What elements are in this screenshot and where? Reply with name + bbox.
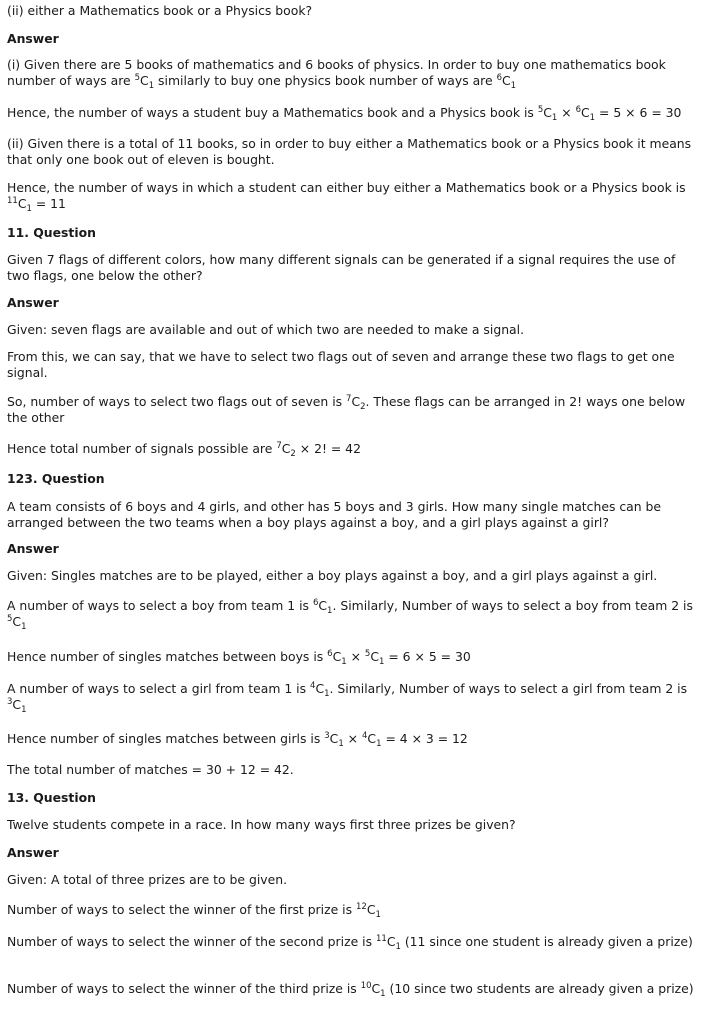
text: (i) Given there are 5 books of mathematics and 6 books of physics. In order to buy one mathematics book number of ways are [7,57,666,88]
text: Given: seven flags are available and out of which two are needed to make a signal. [7,322,525,337]
sup: 12 [356,902,367,912]
text: . Similarly, Number of ways to select a girl from team 2 is [329,681,688,696]
text: A number of ways to select a girl from team 1 is [7,681,311,696]
answer-paragraph [7,934,695,950]
sup: 5 [364,649,371,659]
answer-label [7,845,695,861]
math: C [17,196,27,211]
answer-paragraph [7,105,695,121]
sub: 1 [395,942,401,952]
sup: 6 [327,649,333,659]
answer-paragraph [7,441,695,457]
math: C [329,731,339,746]
math: C [332,649,342,664]
text: × 2! = 42 [295,441,361,456]
math: C [581,105,590,120]
answer-paragraph [7,681,695,713]
text: 13. Question [7,790,96,805]
sub: 1 [21,622,27,632]
sup: 4 [310,681,316,691]
text: (10 since two students are already given a prize) [385,981,694,996]
math: C [315,681,325,696]
answer-paragraph [7,649,695,665]
question-heading [7,225,695,241]
sub: 1 [379,657,385,667]
answer-paragraph [7,394,695,426]
answer-paragraph [7,902,695,918]
math: × [346,649,365,664]
sup: 11 [7,196,18,206]
text: Answer [7,541,59,556]
sub: 1 [375,910,381,920]
math: C [140,73,149,88]
text: Twelve students compete in a race. In how many ways first three prizes be given? [7,817,516,832]
answer-paragraph [7,322,695,338]
text: . Similarly, Number of ways to select a boy from team 2 is [332,598,693,613]
text: = 5 × 6 = 30 [595,105,682,120]
sub: 1 [26,204,32,214]
answer-paragraph [7,762,695,778]
sup: 6 [575,105,582,115]
sup: 6 [312,598,319,608]
text: = 4 × 3 = 12 [381,731,468,746]
text: The total number of matches = 30 + 12 = 42. [7,762,294,777]
sup: 3 [324,731,330,741]
math: C [12,697,22,712]
sup: 7 [276,441,282,451]
sub: 2 [290,449,296,459]
text: So, number of ways to select two flags out of seven is [7,394,347,409]
answer-label [7,295,695,311]
question-text [7,252,695,284]
sup: 11 [375,934,387,944]
text: (ii) Given there is a total of 11 books, so in order to buy either a Mathematics book or a Physics book it means that only one book out of eleven is bought. [7,136,692,167]
text: (11 since one student is already given a prize) [400,934,693,949]
math: × [557,105,576,120]
question-part-ii [7,3,695,19]
sub: 2 [360,402,366,412]
text: Number of ways to select the winner of the third prize is [7,981,361,996]
text: Hence number of singles matches between boys is [7,649,328,664]
sup: 4 [362,731,368,741]
math: C [543,105,552,120]
answer-label [7,31,695,47]
question-text [7,817,695,833]
sub: 1 [380,989,386,999]
answer-paragraph [7,180,695,212]
sup: 7 [346,394,352,404]
answer-paragraph [7,731,695,747]
math: C [318,598,328,613]
answer-paragraph [7,981,695,997]
text: (ii) either a Mathematics book or a Physics book? [7,3,313,18]
sup: 10 [360,981,372,991]
question-heading [7,471,695,487]
question-heading [7,790,695,806]
math: C [370,649,379,664]
text: 123. Question [7,471,105,486]
text: Given: Singles matches are to be played, either a boy plays against a boy, and a girl plays against a girl. [7,568,658,583]
math: C [367,731,377,746]
text: Given 7 flags of different colors, how many different signals can be generated if a signal requires the use of two flags, one below the other? [7,252,676,283]
math: C [366,902,376,917]
sup: 6 [496,73,502,83]
sub: 1 [148,81,155,91]
question-text [7,499,695,531]
text: similarly to buy one physics book number of ways are [154,73,497,88]
math: C [386,934,396,949]
answer-paragraph [7,872,695,888]
text: A team consists of 6 boys and 4 girls, and other has 5 boys and 3 girls. How many single matches can be arranged between the two teams when a boy plays against a boy, and a girl plays against a girl? [7,499,662,530]
sub: 1 [327,606,333,616]
sup: 5 [537,105,544,115]
math: × [343,731,362,746]
text: Hence number of singles matches between girls is [7,731,325,746]
sub: 1 [21,705,27,715]
sub: 1 [551,113,558,123]
sub: 1 [341,657,347,667]
text: Answer [7,295,59,310]
text: Given: A total of three prizes are to be given. [7,872,288,887]
sub: 1 [338,739,344,749]
math: C [371,981,381,996]
answer-label [7,541,695,557]
text: = 11 [31,196,66,211]
text: Hence, the number of ways in which a student can either buy either a Mathematics book or a Physics book is [7,180,686,195]
math: C [281,441,291,456]
math: C [12,614,22,629]
text: A number of ways to select a boy from team 1 is [7,598,313,613]
text: Answer [7,845,59,860]
text: = 6 × 5 = 30 [384,649,471,664]
text: Answer [7,31,59,46]
text: Number of ways to select the winner of the second prize is [7,934,376,949]
text: Number of ways to select the winner of the first prize is [7,902,357,917]
sup: 5 [134,73,141,83]
text: Hence, the number of ways a student buy a Mathematics book and a Physics book is [7,105,538,120]
answer-paragraph [7,598,695,630]
sub: 1 [324,689,330,699]
math: C [502,73,511,88]
sup: 5 [7,614,13,624]
text: Hence total number of signals possible are [7,441,277,456]
answer-paragraph [7,349,695,381]
answer-paragraph [7,57,695,89]
sup: 3 [7,697,13,707]
answer-paragraph [7,568,695,584]
math: C [351,394,361,409]
text: From this, we can say, that we have to select two flags out of seven and arrange these two flags to get one signal. [7,349,675,380]
sub: 1 [510,81,517,91]
answer-paragraph [7,136,695,168]
text: . These flags can be arranged in 2! ways one below the other [7,394,686,425]
text: 11. Question [7,225,96,240]
sub: 1 [589,113,596,123]
sub: 1 [376,739,382,749]
